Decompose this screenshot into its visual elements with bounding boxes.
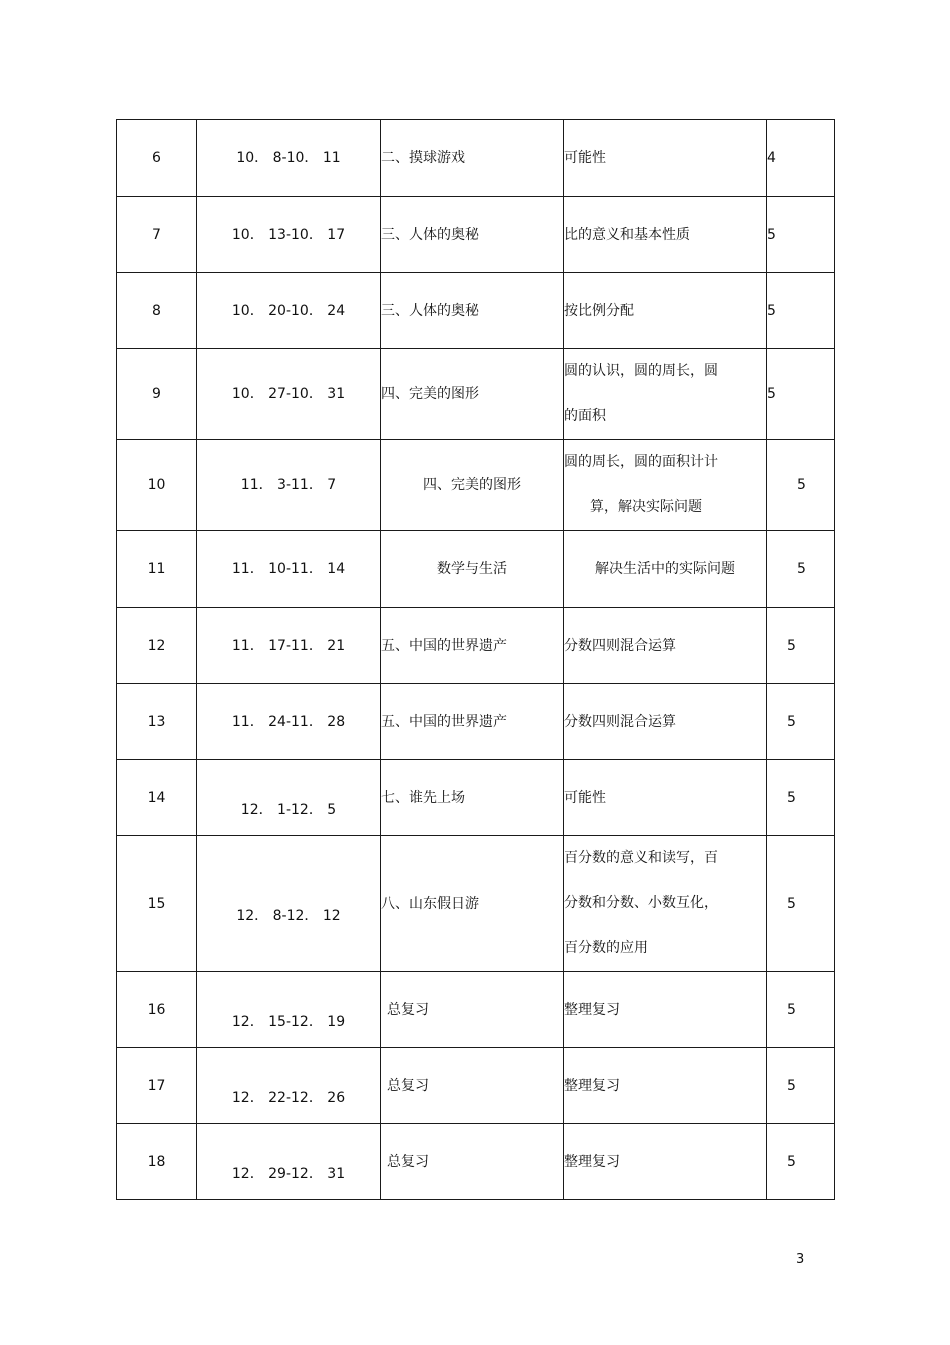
table-row: [117, 684, 835, 760]
unit-cell: 总复习: [381, 1124, 564, 1200]
week-cell: 15: [117, 836, 197, 972]
unit-cell: 五、中国的世界遗产: [381, 684, 564, 760]
content-cell: [564, 349, 767, 440]
content-cell: 整理复习: [564, 1048, 767, 1124]
hours-cell: 5: [767, 1124, 835, 1200]
content-cell: 分数四则混合运算: [564, 608, 767, 684]
content-cell: [564, 440, 767, 531]
content-cell: 分数四则混合运算: [564, 684, 767, 760]
table-row: [117, 440, 835, 531]
date-range-cell: 11． 24-11． 28: [197, 684, 381, 760]
content-line: 的面积: [564, 408, 606, 424]
hours-cell: 5: [767, 760, 835, 836]
unit-cell: 二、摸球游戏: [381, 120, 564, 197]
hours-cell: 5: [767, 273, 835, 349]
unit-cell: 三、人体的奥秘: [381, 273, 564, 349]
unit-cell: 总复习: [381, 972, 564, 1048]
content-cell: 可能性: [564, 760, 767, 836]
table-row: [117, 836, 835, 972]
table-row: [117, 197, 835, 273]
date-range-cell: 11． 3-11． 7: [197, 440, 381, 531]
date-range-cell: 10． 13-10． 17: [197, 197, 381, 273]
content-line: 圆的认识，圆的周长，圆: [564, 363, 718, 379]
content-line: 百分数的应用: [564, 940, 648, 956]
content-cell: 比的意义和基本性质: [564, 197, 767, 273]
week-cell: 12: [117, 608, 197, 684]
content-cell: 整理复习: [564, 972, 767, 1048]
week-cell: 13: [117, 684, 197, 760]
hours-cell: 5: [767, 1048, 835, 1124]
hours-cell: 5: [767, 197, 835, 273]
date-range-text: 12． 8-12． 12: [236, 907, 341, 924]
content-line: 圆的周长，圆的面积计计: [564, 454, 718, 470]
date-range-cell: 10． 27-10． 31: [197, 349, 381, 440]
table-row: [117, 608, 835, 684]
content-cell: 整理复习: [564, 1124, 767, 1200]
date-range-text: 12． 1-12． 5: [240, 801, 337, 818]
hours-cell: 5: [767, 608, 835, 684]
hours-cell: 5: [767, 836, 835, 972]
week-cell: 9: [117, 349, 197, 440]
hours-cell: 5: [767, 972, 835, 1048]
unit-cell: 总复习: [381, 1048, 564, 1124]
date-range-cell: [197, 1048, 381, 1124]
week-cell: 10: [117, 440, 197, 531]
unit-cell: 五、中国的世界遗产: [381, 608, 564, 684]
hours-cell: 4: [767, 120, 835, 197]
hours-cell: 5: [767, 684, 835, 760]
date-range-cell: [197, 836, 381, 972]
date-range-cell: 10． 20-10． 24: [197, 273, 381, 349]
content-cell: 可能性: [564, 120, 767, 197]
week-cell: 6: [117, 120, 197, 197]
table-row: [117, 531, 835, 608]
hours-cell: 5: [767, 440, 835, 531]
unit-cell: 八、山东假日游: [381, 836, 564, 972]
content-line: 算，解决实际问题: [590, 499, 702, 515]
date-range-cell: [197, 760, 381, 836]
week-cell: 11: [117, 531, 197, 608]
table-row: [117, 1048, 835, 1124]
hours-cell: 5: [767, 349, 835, 440]
week-cell: 8: [117, 273, 197, 349]
table-row: [117, 120, 835, 197]
content-cell: [564, 836, 767, 972]
unit-cell: 数学与生活: [381, 531, 564, 608]
teaching-schedule-table: [116, 119, 835, 1200]
hours-cell: 5: [767, 531, 835, 608]
page-number: 3: [796, 1252, 805, 1267]
table-row: [117, 760, 835, 836]
unit-cell: 三、人体的奥秘: [381, 197, 564, 273]
unit-cell: 四、完美的图形: [381, 440, 564, 531]
week-cell: 18: [117, 1124, 197, 1200]
date-range-text: 12． 29-12． 31: [231, 1165, 346, 1182]
table-row: [117, 349, 835, 440]
date-range-cell: [197, 972, 381, 1048]
date-range-text: 12． 22-12． 26: [231, 1089, 346, 1106]
table-row: [117, 972, 835, 1048]
table-row: [117, 1124, 835, 1200]
week-cell: 16: [117, 972, 197, 1048]
week-cell: 17: [117, 1048, 197, 1124]
week-cell: 14: [117, 760, 197, 836]
unit-cell: 七、谁先上场: [381, 760, 564, 836]
week-cell: 7: [117, 197, 197, 273]
date-range-text: 12． 15-12． 19: [231, 1013, 346, 1030]
content-cell: 解决生活中的实际问题: [564, 531, 767, 608]
date-range-cell: 10． 8-10． 11: [197, 120, 381, 197]
date-range-cell: [197, 1124, 381, 1200]
content-cell: 按比例分配: [564, 273, 767, 349]
date-range-cell: 11． 10-11． 14: [197, 531, 381, 608]
content-line: 分数和分数、小数互化，: [564, 895, 718, 911]
unit-cell: 四、完美的图形: [381, 349, 564, 440]
content-line: 百分数的意义和读写，百: [564, 850, 718, 866]
table-row: [117, 273, 835, 349]
date-range-cell: 11． 17-11． 21: [197, 608, 381, 684]
